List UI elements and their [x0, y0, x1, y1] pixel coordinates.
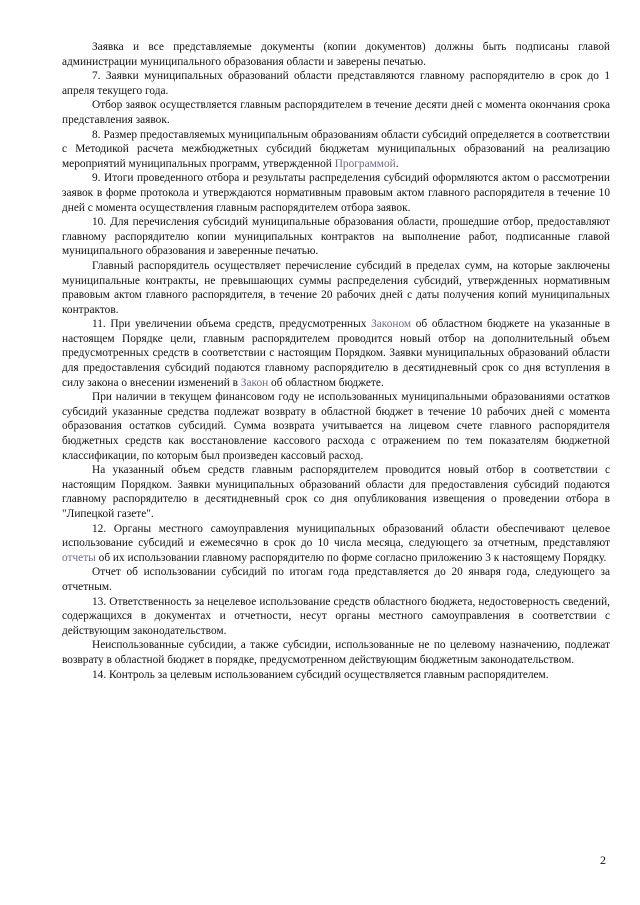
- paragraph: [62, 390, 610, 463]
- paragraph: [62, 595, 610, 639]
- paragraph: [62, 128, 610, 172]
- paragraph-text: Главный распорядитель осуществляет перечисление субсидий в пределах сумм, на которые заключены муниципальные контракты, не превышающих суммы распределения субсидий, утвержденных нормативным правовым актом главного распорядителя, в течение 20 рабочих дней с даты получения копий муниципальных контрактов.: [62, 259, 610, 316]
- paragraph-text: Заявка и все представляемые документы (копии документов) должны быть подписаны главой администрации муниципального образования области и заверены печатью.: [62, 41, 610, 68]
- paragraph-text: 10. Для перечисления субсидий муниципальные образования области, прошедшие отбор, предоставляют главному распорядителю копии муниципальных контрактов на выполнение работ, подписанные главой муниципального образования и заверенные печатью.: [62, 216, 610, 258]
- paragraph-text: 7. Заявки муниципальных образований области представляются главному распорядителю в срок до 1 апреля текущего года.: [62, 70, 610, 97]
- paragraph-text: об областном бюджете.: [268, 376, 384, 389]
- paragraph-text: об областном бюджете на указанные в настоящем Порядке цели, главным распорядителем проводится новый отбор на дополнительный объем предусмотренных средств в соответствии с настоящим Порядком. Заявки муниципальных образований области для предоставления субсидий подаются главному распорядителю в десятидневный срок со дня вступления в силу закона о внесении изменений в: [62, 318, 610, 389]
- paragraph: [62, 171, 610, 215]
- paragraph-text: об их использовании главному распорядителю по форме согласно приложению 3 к настоящему Порядку.: [95, 551, 607, 564]
- paragraph-text: При наличии в текущем финансовом году не использованных муниципальными образованиями остатков субсидий указанные средства подлежат возврату в областной бюджет в течение 10 рабочих дней с момента образования остатков субсидий. Сумма возврата учитывается на лицевом счете главного распорядителя бюджетных средств как восстановление кассового расхода с отражением по тем показателям бюджетной классификации, по которым был произведен кассовый расход.: [62, 391, 610, 462]
- paragraph: [62, 259, 610, 317]
- paragraph-text: 9. Итоги проведенного отбора и результаты распределения субсидий оформляются актом о рассмотрении заявок в форме протокола и утверждаются нормативным правовым актом главного распорядителя в течение 10 дней с момента осуществления главным распорядителем отбора заявок.: [62, 172, 610, 214]
- paragraph: [62, 317, 610, 390]
- paragraph: [62, 69, 610, 98]
- paragraph-text: Отчет об использовании субсидий по итогам года представляется до 20 января года, следующего за отчетным.: [62, 566, 610, 593]
- paragraph: [62, 40, 610, 69]
- paragraph-text: На указанный объем средств главным распорядителем проводится новый отбор в соответствии с настоящим Порядком. Заявки муниципальных образований области для предоставления субсидий подаются главному распорядителю в десятидневный срок со дня опубликования извещения о проведении отбора в "Липецкой газете".: [62, 464, 610, 520]
- document-page: [62, 40, 610, 682]
- paragraph-text: Неиспользованные субсидии, а также субсидии, использованные не по целевому назначению, подлежат возврату в областной бюджет в порядке, предусмотренном действующим бюджетным законодательством.: [62, 639, 610, 666]
- paragraph: [62, 215, 610, 259]
- page-number: 2: [600, 853, 606, 867]
- paragraph-text: 14. Контроль за целевым использованием субсидий осуществляется главным распорядителем.: [92, 668, 549, 681]
- document-link[interactable]: Законом: [371, 318, 412, 331]
- paragraph: [62, 463, 610, 521]
- paragraph: [62, 522, 610, 566]
- paragraph-text: .: [395, 157, 399, 170]
- document-link[interactable]: Программой: [334, 157, 396, 170]
- document-link[interactable]: Закон: [240, 376, 269, 389]
- paragraph: [62, 638, 610, 667]
- paragraph-text: 8. Размер предоставляемых муниципальным образованиям области субсидий определяется в соответствии с Методикой расчета межбюджетных субсидий бюджетам муниципальных образований на реализацию мероприятий муниципальных программ, утвержденной: [62, 128, 610, 170]
- paragraph: [62, 565, 610, 594]
- paragraph-text: Отбор заявок осуществляется главным распорядителем в течение десяти дней с момента окончания срока представления заявок.: [62, 99, 610, 126]
- paragraph: [62, 668, 610, 683]
- paragraph: [62, 98, 610, 127]
- paragraph-text: 12. Органы местного самоуправления муниципальных образований области обеспечивают целевое использование субсидий и ежемесячно в срок до 10 числа месяца, следующего за отчетным, представляют: [62, 522, 610, 550]
- paragraph-text: 11. При увеличении объема средств, предусмотренных: [92, 318, 372, 331]
- document-link[interactable]: отчеты: [62, 551, 96, 564]
- paragraph-text: 13. Ответственность за нецелевое использование средств областного бюджета, недостоверность сведений, содержащихся в документах и отчетности, несут органы местного самоуправления в соответствии с действующим законодательством.: [62, 595, 610, 637]
